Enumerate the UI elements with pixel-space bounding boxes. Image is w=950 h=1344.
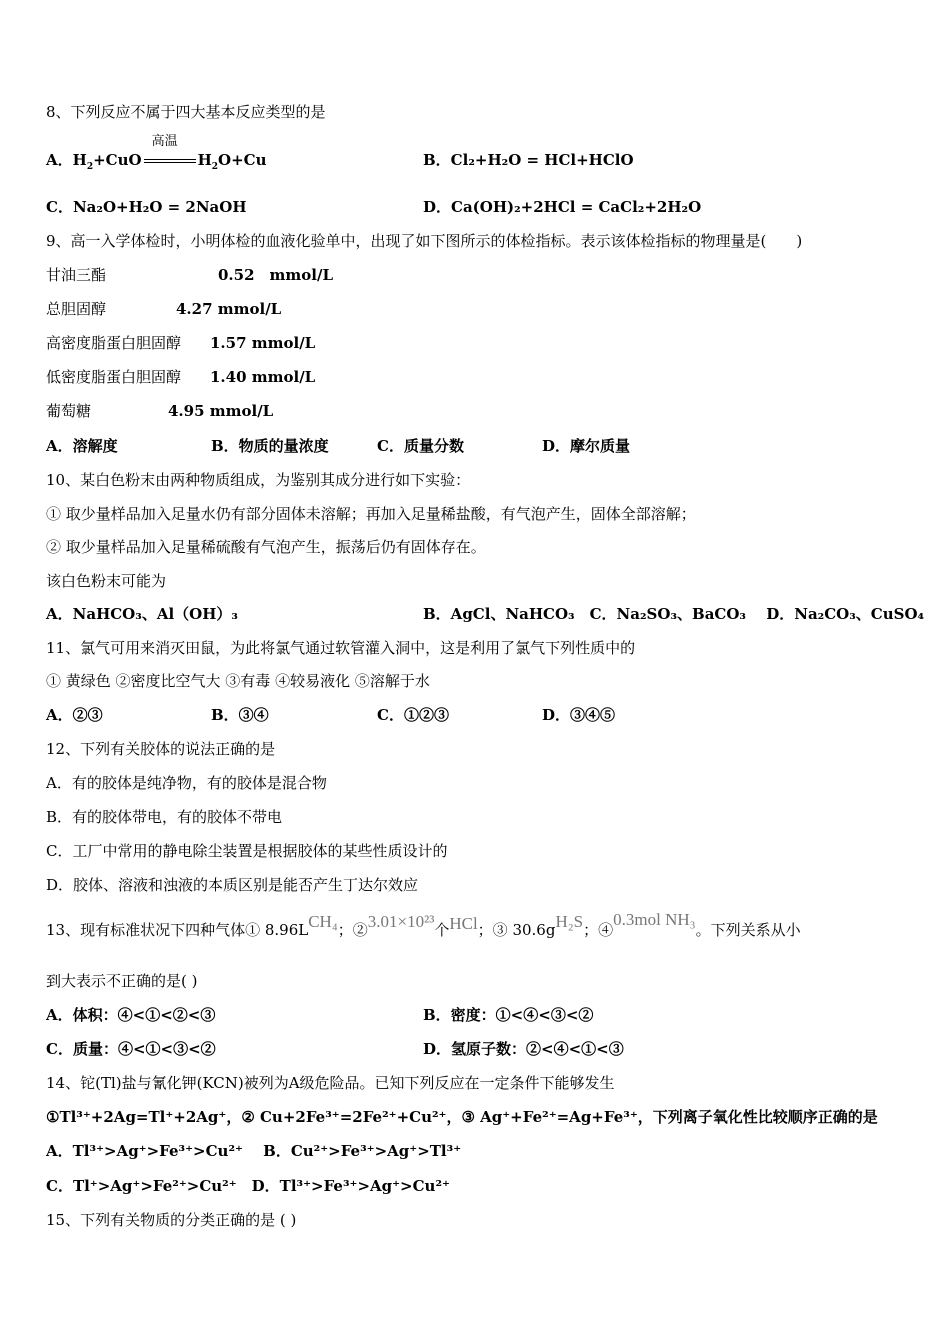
q8-option-b: B．Cl₂+H₂O = HCl+HClO xyxy=(423,151,634,169)
q9-stem: 9、高一入学体检时，小明体检的血液化验单中，出现了如下图所示的体检指标。表示该体检指标的物理量是( ) xyxy=(46,232,803,250)
q8-options-cd xyxy=(46,197,702,217)
q9-row: 葡萄糖 4.95 mmol/L xyxy=(46,402,274,420)
q13-stem: 13、现有标准状况下四种气体① 8.96LCH₄；②3.01×10²³个HCl；③ 30.6gH₂S；④0.3mol NH₃。下列关系从小 xyxy=(46,910,801,939)
q14-options-ab: A．Tl³⁺>Ag⁺>Fe³⁺>Cu²⁺ B．Cu²⁺>Fe³⁺>Ag⁺>Tl³⁺ xyxy=(46,1142,462,1160)
q11-option-c: C．①②③ xyxy=(377,706,449,724)
q8-option-a: A．$H_2+CuO$ 高温 $H_2O+Cu$ xyxy=(46,134,267,172)
q10-stem: 10、某白色粉末由两种物质组成，为鉴别其成分进行如下实验： xyxy=(46,471,471,489)
q12-stem: 12、下列有关胶体的说法正确的是 xyxy=(46,740,276,758)
q11-option-d: D．③④⑤ xyxy=(542,706,616,724)
q13-option-b: B．密度：①<④<③<② xyxy=(423,1006,594,1024)
q8-options-ab xyxy=(46,134,634,172)
q11-option-a: A．②③ xyxy=(46,706,103,724)
q9-row: 总胆固醇 4.27 mmol/L xyxy=(46,300,282,318)
q9-options xyxy=(46,436,631,456)
q12-option-b: B．有的胶体带电，有的胶体不带电 xyxy=(46,808,283,826)
q12-option-c: C．工厂中常用的静电除尘装置是根据胶体的某些性质设计的 xyxy=(46,842,448,860)
math-hcl: HCl xyxy=(449,914,478,933)
q8-option-d: D．Ca(OH)₂+2HCl = CaCl₂+2H₂O xyxy=(423,198,702,216)
math-avogadro: 3.01×10²³ xyxy=(367,912,435,931)
q11-option-b: B．③④ xyxy=(211,706,269,724)
q9-option-c: C．质量分数 xyxy=(377,437,464,455)
q13-options-ab xyxy=(46,1005,594,1025)
q10-options-bcd: B．AgCl、NaHCO₃ C．Na₂SO₃、BaCO₃ D．Na₂CO₃、CuSO₄ xyxy=(423,605,925,623)
math-h2s: H₂S xyxy=(555,912,584,931)
q9-row: 低密度脂蛋白胆固醇 1.40 mmol/L xyxy=(46,368,316,386)
q14-options-cd: C．Tl⁺>Ag⁺>Fe²⁺>Cu²⁺ D．Tl³⁺>Fe³⁺>Ag⁺>Cu²⁺ xyxy=(46,1177,450,1195)
q10-option-a: A．NaHCO₃、Al（OH）₃ xyxy=(46,605,238,623)
q13-option-a: A．体积：④<①<②<③ xyxy=(46,1006,216,1024)
q9-option-d: D．摩尔质量 xyxy=(542,437,631,455)
q13-option-d: D．氢原子数：②<④<①<③ xyxy=(423,1040,624,1058)
q11-props: ① 黄绿色 ②密度比空气大 ③有毒 ④较易液化 ⑤溶解于水 xyxy=(46,672,430,690)
q11-stem: 11、氯气可用来消灭田鼠，为此将氯气通过软管灌入洞中，这是利用了氯气下列性质中的 xyxy=(46,639,636,657)
q10-options xyxy=(46,604,925,624)
reaction-condition xyxy=(144,134,196,170)
q13-stem-cont: 到大表示不正确的是( ) xyxy=(46,972,198,990)
q9-row: 高密度脂蛋白胆固醇 1.57 mmol/L xyxy=(46,334,316,352)
q9-row: 甘油三酯 0.52 mmol/L xyxy=(46,266,334,284)
q9-option-b: B．物质的量浓度 xyxy=(211,437,329,455)
math-nh3: 0.3mol NH₃ xyxy=(613,910,696,929)
q8-stem: 8、下列反应不属于四大基本反应类型的是 xyxy=(46,103,326,121)
q13-option-c: C．质量：④<①<③<② xyxy=(46,1040,216,1058)
q9-option-a: A．溶解度 xyxy=(46,437,118,455)
q8-option-c: C．Na₂O+H₂O = 2NaOH xyxy=(46,198,247,216)
q10-step1: ① 取少量样品加入足量水仍有部分固体未溶解；再加入足量稀盐酸，有气泡产生，固体全部溶解； xyxy=(46,505,696,523)
condition-label: 高温 xyxy=(151,134,178,149)
q15-stem: 15、下列有关物质的分类正确的是 ( ) xyxy=(46,1211,297,1229)
q12-option-d: D．胶体、溶液和浊液的本质区别是能否产生丁达尔效应 xyxy=(46,876,419,894)
q13-options-cd xyxy=(46,1039,624,1059)
q14-reactions: ①Tl³⁺+2Ag=Tl⁺+2Ag⁺，② Cu+2Fe³⁺=2Fe²⁺+Cu²⁺，③ Ag⁺+Fe²⁺=Ag+Fe³⁺，下列离子氧化性比较顺序正确的是 xyxy=(46,1108,878,1126)
q12-option-a: A．有的胶体是纯净物，有的胶体是混合物 xyxy=(46,774,327,792)
q10-step2: ② 取少量样品加入足量稀硫酸有气泡产生，振荡后仍有固体存在。 xyxy=(46,538,486,556)
q10-ask: 该白色粉末可能为 xyxy=(46,572,167,590)
q14-stem: 14、铊(Tl)盐与氰化钾(KCN)被列为A级危险品。已知下列反应在一定条件下能够发生 xyxy=(46,1074,615,1092)
q11-options xyxy=(46,705,616,725)
math-ch4: CH₄ xyxy=(308,912,338,931)
